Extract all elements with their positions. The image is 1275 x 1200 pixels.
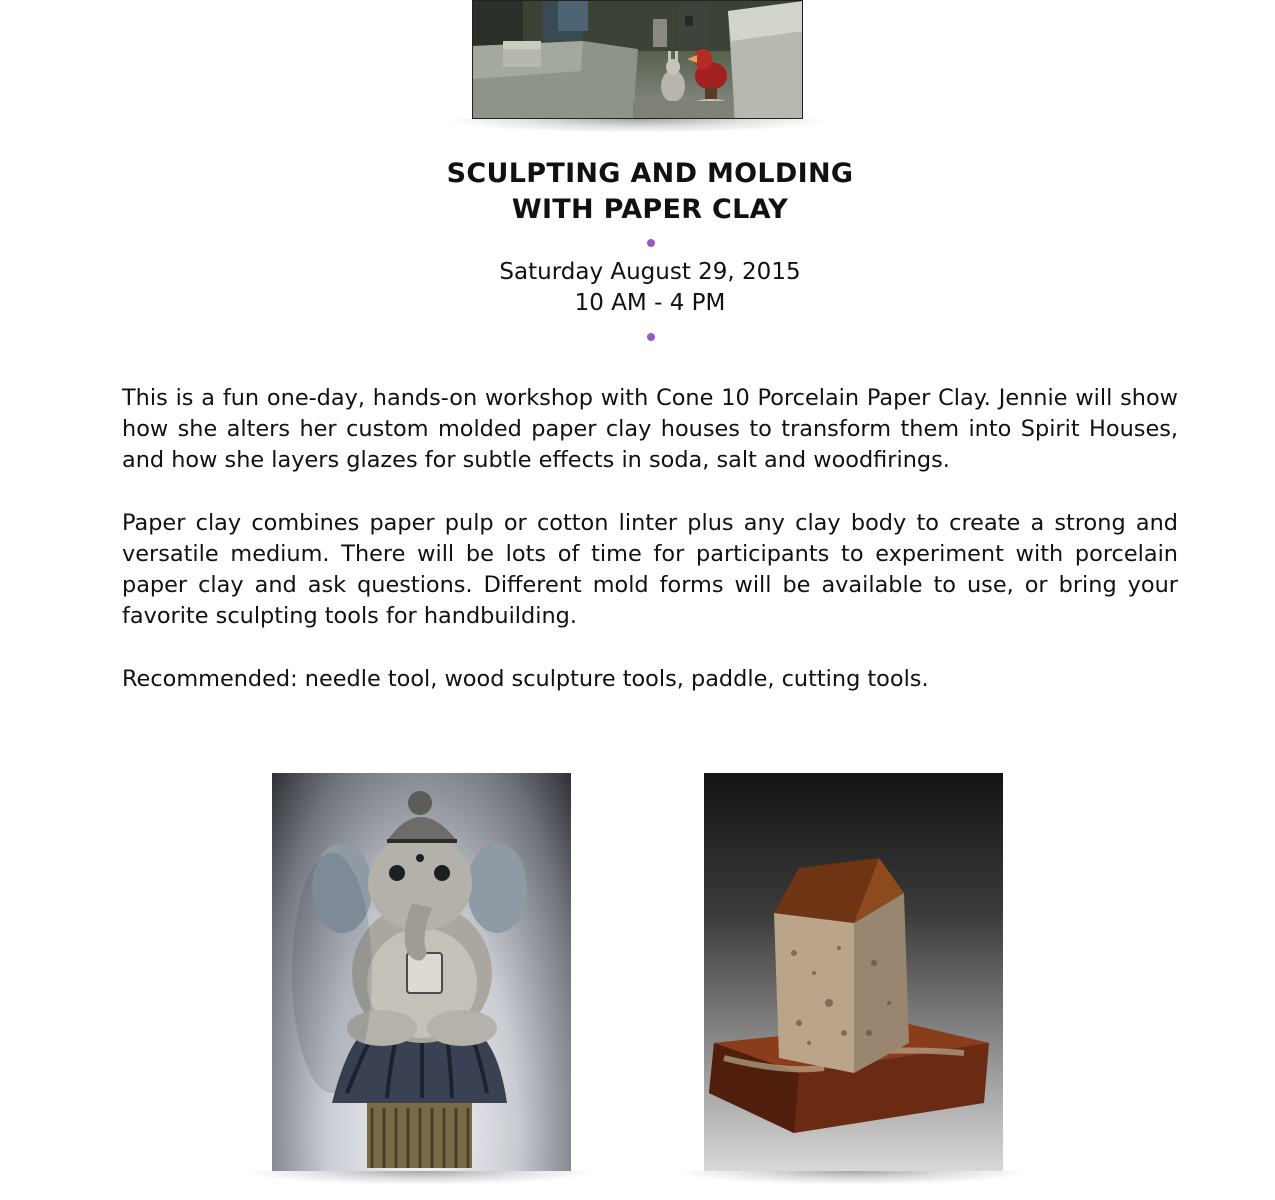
workshop-title-line2: WITH PAPER CLAY [511, 194, 789, 225]
workshop-time: 10 AM - 4 PM [574, 290, 726, 316]
divider-dot-bottom [647, 333, 655, 341]
ganesha-sculpture-photo [272, 773, 571, 1171]
description-paragraph-1: This is a fun one-day, hands-on workshop with Cone 10 Porcelain Paper Clay. Jennie will show how she alters her custom molded paper clay houses to transform them into Spirit Houses, and how she layers glazes for subtle effects in soda, salt and woodfirings. [122, 385, 1178, 474]
gallery-photo-left [272, 773, 571, 1171]
divider-dot-top [647, 239, 655, 247]
workshop-title-line1: SCULPTING AND MOLDING [446, 158, 854, 189]
spirit-house-photo [704, 773, 1003, 1171]
workshop-description [122, 383, 1178, 695]
workshop-schedule [350, 257, 950, 319]
header-photo-frame [472, 0, 803, 119]
workshop-title [300, 156, 1000, 228]
header-photo-shadow [447, 119, 828, 133]
gallery-photo-left-shadow [247, 1171, 596, 1185]
gallery-photo-right [704, 773, 1003, 1171]
header-photo [472, 0, 803, 119]
gallery-photo-frame-right [704, 773, 1003, 1171]
workshop-date: Saturday August 29, 2015 [499, 259, 801, 285]
gallery-photo-right-shadow [679, 1171, 1028, 1185]
recommended-tools: Recommended: needle tool, wood sculpture tools, paddle, cutting tools. [122, 665, 929, 692]
gallery-photo-frame-left [272, 773, 571, 1171]
ceramic-figures-photo [473, 1, 803, 119]
description-paragraph-2: Paper clay combines paper pulp or cotton linter plus any clay body to create a strong and versatile medium. There will be lots of time for participants to experiment with porcelain paper clay and ask questions. Different mold forms will be available to use, or bring your favorite sculpting tools for handbuilding. [122, 509, 1178, 630]
